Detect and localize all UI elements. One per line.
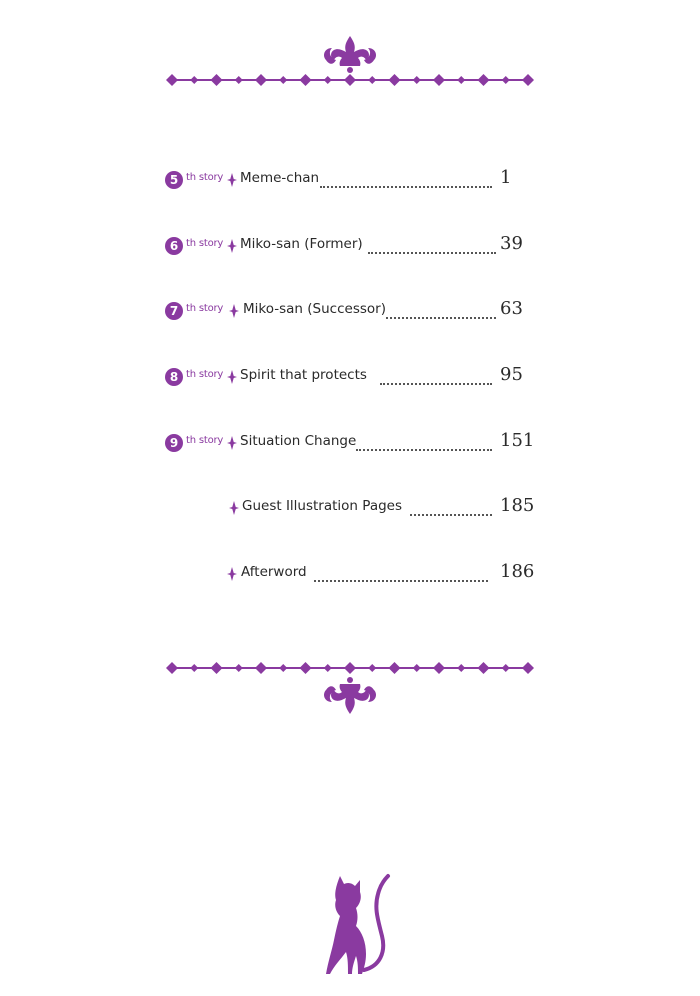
chain-diamond-icon xyxy=(255,662,267,674)
four-point-star-diamond-icon xyxy=(226,368,238,386)
entry-title: Guest Illustration Pages xyxy=(242,498,402,514)
story-number-badge: 9 xyxy=(165,434,183,452)
chain-diamond-icon xyxy=(279,76,287,84)
story-number-badge: 7 xyxy=(165,302,183,320)
fleur-de-lis-icon xyxy=(324,677,376,714)
chain-diamond-icon xyxy=(502,76,510,84)
chain-diamond-icon xyxy=(478,662,490,674)
chain-diamond-icon xyxy=(235,664,243,672)
four-point-star-diamond-icon xyxy=(228,302,240,320)
chain-diamond-icon xyxy=(389,662,401,674)
toc-row-9[interactable] xyxy=(0,429,700,457)
toc-row-7[interactable] xyxy=(0,297,700,325)
fleur-de-lis-icon xyxy=(324,36,376,73)
chain-diamond-icon xyxy=(413,76,421,84)
chain-diamond-icon xyxy=(522,662,534,674)
chain-diamond-icon xyxy=(344,74,356,86)
dotted-leader xyxy=(368,240,496,254)
chain-diamond-icon xyxy=(166,662,178,674)
chain-diamond-icon xyxy=(235,76,243,84)
dotted-leader xyxy=(314,568,488,582)
chain-diamond-icon xyxy=(502,664,510,672)
chain-diamond-icon xyxy=(457,76,465,84)
page-number: 39 xyxy=(500,233,523,254)
four-point-star-diamond-icon xyxy=(226,237,238,255)
entry-title: Meme-chan xyxy=(240,170,320,186)
top-ornament-divider-icon xyxy=(0,30,700,100)
four-point-star-diamond-icon xyxy=(226,171,238,189)
page-number: 151 xyxy=(500,430,535,451)
toc-row-5[interactable] xyxy=(0,166,700,194)
chain-diamond-icon xyxy=(433,662,445,674)
chain-diamond-icon xyxy=(433,74,445,86)
bottom-ornament-divider-icon xyxy=(0,650,700,725)
dotted-leader xyxy=(380,371,492,385)
chain-diamond-icon xyxy=(190,76,198,84)
chain-diamond-icon xyxy=(368,76,376,84)
story-number-badge: 6 xyxy=(165,237,183,255)
chain-diamond-icon xyxy=(457,664,465,672)
entry-title: Miko-san (Successor) xyxy=(243,301,386,317)
chain-diamond-icon xyxy=(211,662,223,674)
page-number: 1 xyxy=(500,167,512,188)
story-number-badge: 5 xyxy=(165,171,183,189)
story-number-badge: 8 xyxy=(165,368,183,386)
toc-row-guest-illustrations[interactable] xyxy=(0,494,700,522)
story-suffix-label: th story xyxy=(186,238,224,249)
chain-diamond-icon xyxy=(190,664,198,672)
four-point-star-diamond-icon xyxy=(226,434,238,452)
chain-diamond-icon xyxy=(344,662,356,674)
chain-diamond-icon xyxy=(324,76,332,84)
entry-title: Situation Change xyxy=(240,433,357,449)
dotted-leader xyxy=(410,502,492,516)
chain-diamond-icon xyxy=(389,74,401,86)
chain-diamond-icon xyxy=(211,74,223,86)
chain-diamond-icon xyxy=(368,664,376,672)
chain-diamond-icon xyxy=(478,74,490,86)
entry-title: Afterword xyxy=(241,564,307,580)
page-number: 186 xyxy=(500,561,535,582)
story-suffix-label: th story xyxy=(186,435,224,446)
four-point-star-diamond-icon xyxy=(226,565,238,583)
entry-title: Miko-san (Former) xyxy=(240,236,363,252)
four-point-star-diamond-icon xyxy=(228,499,240,517)
chain-diamond-icon xyxy=(279,664,287,672)
page-number: 63 xyxy=(500,298,523,319)
dotted-leader xyxy=(386,305,496,319)
toc-row-8[interactable] xyxy=(0,363,700,391)
page-number: 185 xyxy=(500,495,535,516)
chain-diamond-icon xyxy=(413,664,421,672)
story-suffix-label: th story xyxy=(186,303,224,314)
entry-title: Spirit that protects xyxy=(240,367,367,383)
chain-diamond-icon xyxy=(522,74,534,86)
chain-diamond-icon xyxy=(255,74,267,86)
toc-row-6[interactable] xyxy=(0,232,700,260)
dotted-leader xyxy=(356,437,492,451)
cat-silhouette-icon xyxy=(318,870,396,978)
chain-diamond-icon xyxy=(166,74,178,86)
dotted-leader xyxy=(320,174,492,188)
chain-diamond-icon xyxy=(324,664,332,672)
chain-diamond-icon xyxy=(300,74,312,86)
story-suffix-label: th story xyxy=(186,172,224,183)
chain-diamond-icon xyxy=(300,662,312,674)
toc-row-afterword[interactable] xyxy=(0,560,700,588)
story-suffix-label: th story xyxy=(186,369,224,380)
page-number: 95 xyxy=(500,364,523,385)
